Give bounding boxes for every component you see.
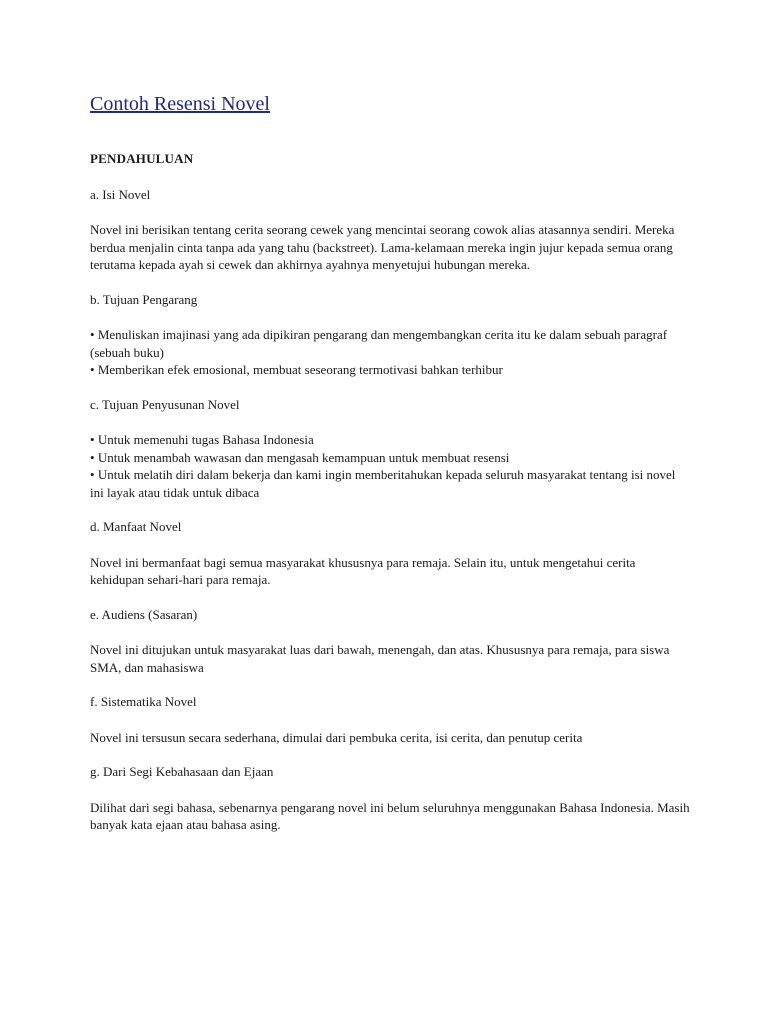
section-label-audiens: e. Audiens (Sasaran)	[90, 606, 198, 622]
section-label-kebahasaan: g. Dari Segi Kebahasaan dan Ejaan	[90, 764, 274, 779]
section-label-tujuan-pengarang: b. Tujuan Pengarang	[90, 291, 198, 307]
section-label-sistematika: f. Sistematika Novel	[90, 694, 197, 709]
bullet-item: • Memberikan efek emosional, membuat seseorang termotivasi bahkan terhibur	[90, 361, 690, 379]
bullet-item: • Untuk memenuhi tugas Bahasa Indonesia	[90, 431, 690, 449]
bullet-item: • Menuliskan imajinasi yang ada dipikiran pengarang dan mengembangkan cerita itu ke dalam sebuah paragraf (sebuah buku)	[90, 326, 690, 361]
document-page	[90, 92, 690, 851]
document-title[interactable]: Contoh Resensi Novel	[90, 93, 270, 115]
paragraph-sistematika: Novel ini tersusun secara sederhana, dimulai dari pembuka cerita, isi cerita, dan penutup cerita	[90, 729, 583, 745]
paragraph-kebahasaan: Dilihat dari segi bahasa, sebenarnya pengarang novel ini belum seluruhnya menggunakan Bahasa Indonesia. Masih banyak kata ejaan atau bahasa asing.	[90, 799, 690, 832]
section-label-isi-novel: a. Isi Novel	[90, 186, 151, 202]
bullet-list-tujuan-pengarang	[90, 326, 690, 379]
section-label-tujuan-penyusunan: c. Tujuan Penyusunan Novel	[90, 396, 240, 412]
paragraph-audiens: Novel ini ditujukan untuk masyarakat luas dari bawah, menengah, dan atas. Khususnya para remaja, para siswa SMA, dan mahasiswa	[90, 642, 670, 675]
bullet-list-tujuan-penyusunan	[90, 431, 690, 501]
paragraph-manfaat-novel: Novel ini bermanfaat bagi semua masyarakat khususnya para remaja. Selain itu, untuk mengetahui cerita kehidupan sehari-hari para remaja.	[90, 554, 636, 587]
section-heading: PENDAHULUAN	[90, 151, 194, 166]
section-label-manfaat-novel: d. Manfaat Novel	[90, 519, 182, 534]
bullet-item: • Untuk menambah wawasan dan mengasah kemampuan untuk membuat resensi	[90, 449, 690, 467]
bullet-item: • Untuk melatih diri dalam bekerja dan kami ingin memberitahukan kepada seluruh masyarakat tentang isi novel ini layak atau tidak untuk dibaca	[90, 466, 690, 501]
paragraph-isi-novel: Novel ini berisikan tentang cerita seorang cewek yang mencintai seorang cowok alias atasannya sendiri. Mereka berdua menjalin cinta tanpa ada yang tahu (backstreet). Lama-kelamaan mereka ingin jujur kepada semua orang terutama kepada ayah si cewek dan akhirnya ayahnya menyetujui hubungan mereka.	[90, 222, 675, 272]
